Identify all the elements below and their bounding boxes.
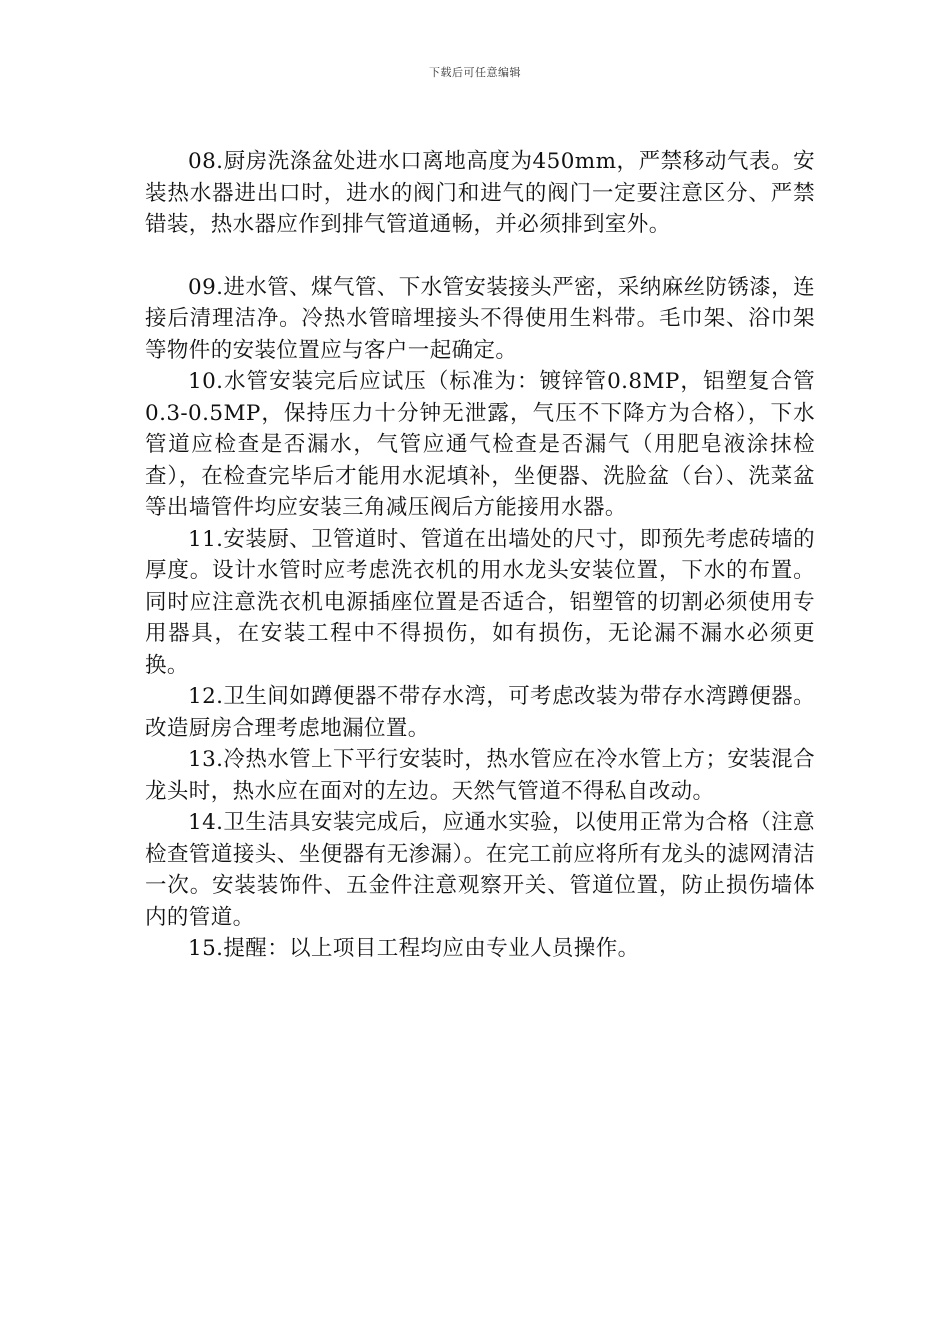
document-body <box>145 146 815 965</box>
paragraph-13: 13.冷热水管上下平行安装时，热水管应在冷水管上方；安装混合龙头时，热水应在面对的左边。天然气管道不得私自改动。 <box>145 747 815 804</box>
paragraph-15: 15.提醒：以上项目工程均应由专业人员操作。 <box>188 936 640 961</box>
paragraph-08: 08.厨房洗涤盆处进水口离地高度为450mm，严禁移动气表。安装热水器进出口时，进水的阀门和进气的阀门一定要注意区分、严禁错装，热水器应作到排气管道通畅，并必须排到室外。 <box>145 149 815 237</box>
paragraph-10: 10.水管安装完后应试压（标准为：镀锌管0.8MP，铝塑复合管0.3-0.5MP，保持压力十分钟无泄露，气压不下降方为合格），下水管道应检查是否漏水，气管应通气检查是否漏气（用肥皂液涂抹检查），在检查完毕后才能用水泥填补，坐便器、洗脸盆（台）、洗菜盆等出墙管件均应安装三角减压阀后方能接用水器。 <box>145 369 815 520</box>
paragraph-12: 12.卫生间如蹲便器不带存水湾，可考虑改装为带存水湾蹲便器。改造厨房合理考虑地漏位置。 <box>145 684 815 741</box>
paragraph-11: 11.安装厨、卫管道时、管道在出墙处的尺寸，即预先考虑砖墙的厚度。设计水管时应考虑洗衣机的用水龙头安装位置，下水的布置。同时应注意洗衣机电源插座位置是否适合，铝塑管的切割必须使用专用器具，在安装工程中不得损伤，如有损伤，无论漏不漏水必须更换。 <box>145 526 815 678</box>
paragraph-14: 14.卫生洁具安装完成后，应通水实验，以使用正常为合格（注意检查管道接头、坐便器有无渗漏）。在完工前应将所有龙头的滤网清洁一次。安装装饰件、五金件注意观察开关、管道位置，防止损伤墙体内的管道。 <box>145 810 815 930</box>
paragraph-09: 09.进水管、煤气管、下水管安装接头严密，采纳麻丝防锈漆，连接后清理洁净。冷热水管暗埋接头不得使用生料带。毛巾架、浴巾架等物件的安装位置应与客户一起确定。 <box>145 274 815 363</box>
page-header: 下载后可任意编辑 <box>429 66 521 79</box>
